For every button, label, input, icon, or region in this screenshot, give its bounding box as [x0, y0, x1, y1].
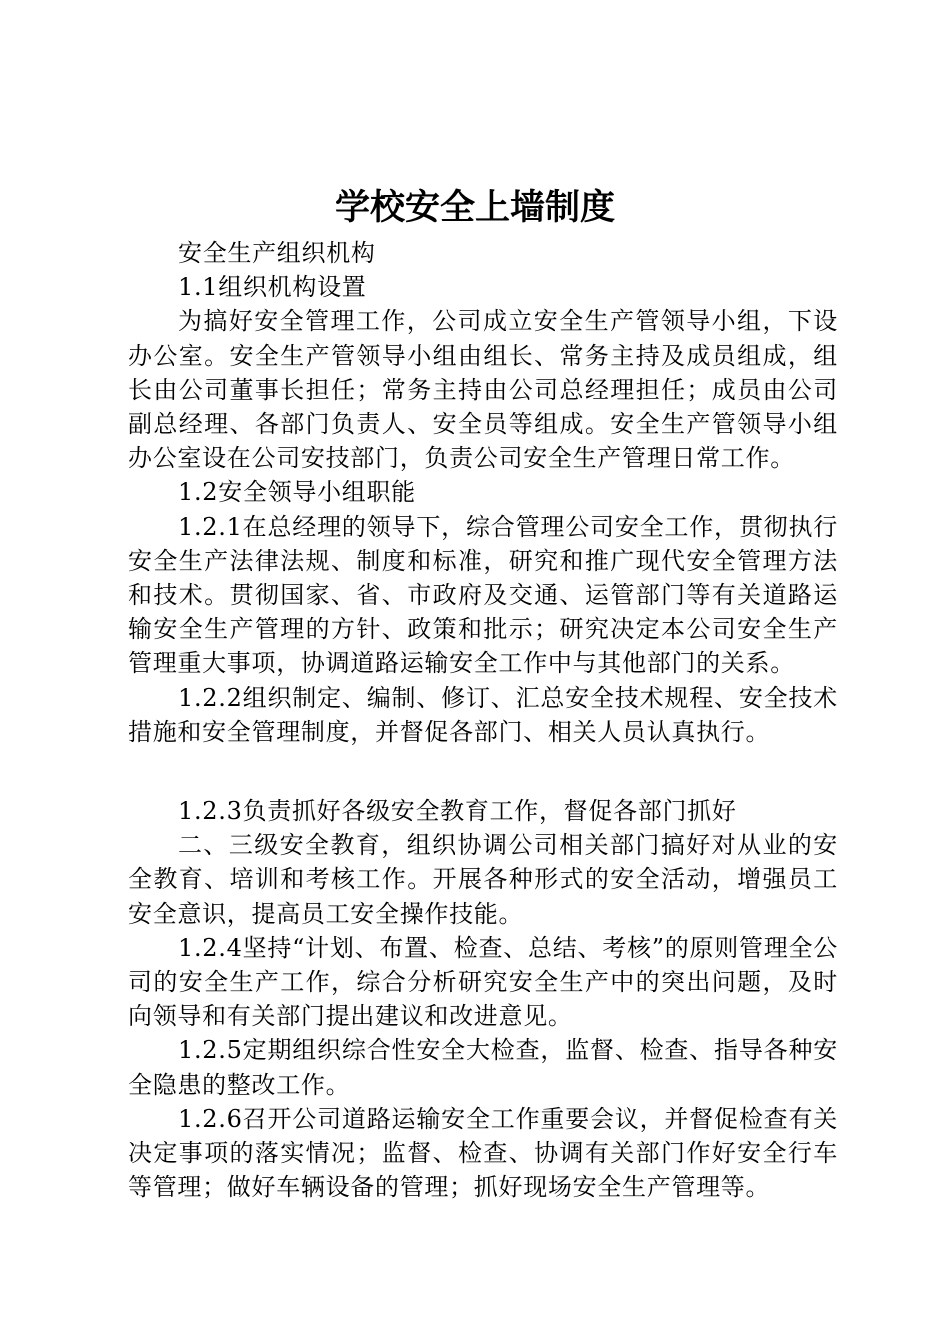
paragraph: 1.2.4坚持“计划、布置、检查、总结、考核”的原则管理全公司的安全生产工作，综合分析研究安全生产中的突出问题，及时向领导和有关部门提出建议和改进意见。 [128, 933, 838, 1031]
paragraph: 为搞好安全管理工作，公司成立安全生产管领导小组，下设办公室。安全生产管领导小组由组长、常务主持及成员组成，组长由公司董事长担任；常务主持由公司总经理担任；成员由公司副总经理、各部门负责人、安全员等组成。安全生产管领导小组办公室设在公司安技部门，负责公司安全生产管理日常工作。 [128, 307, 838, 473]
section-heading: 安全生产组织机构 [178, 239, 376, 267]
document-title: 学校安全上墙制度 [334, 187, 615, 228]
paragraph: 1.2.3负责抓好各级安全教育工作，督促各部门抓好 [178, 797, 737, 826]
document-body [128, 236, 838, 1204]
paragraph: 1.2.6召开公司道路运输安全工作重要会议，并督促检查有关决定事项的落实情况；监督、检查、协调有关部门作好安全行车等管理；做好车辆设备的管理；抓好现场安全生产管理等。 [128, 1104, 838, 1202]
paragraph-gap [128, 749, 838, 794]
paragraph: 二、三级安全教育，组织协调公司相关部门搞好对从业的安全教育、培训和考核工作。开展各种形式的安全活动，增强员工安全意识，提高员工安全操作技能。 [128, 831, 838, 928]
subsection-heading: 1.1组织机构设置 [178, 273, 367, 302]
paragraph: 1.2.1在总经理的领导下，综合管理公司安全工作，贯彻执行安全生产法律法规、制度和标准，研究和推广现代安全管理方法和技术。贯彻国家、省、市政府及交通、运管部门等有关道路运输安全生产管理的方针、政策和批示；研究决定本公司安全生产管理重大事项，协调道路运输安全工作中与其他部门的关系。 [128, 512, 838, 678]
subsection-heading: 1.2安全领导小组职能 [178, 478, 416, 507]
paragraph: 1.2.2组织制定、编制、修订、汇总安全技术规程、安全技术措施和安全管理制度，并督促各部门、相关人员认真执行。 [128, 683, 838, 746]
paragraph: 1.2.5定期组织综合性安全大检查，监督、检查、指导各种安全隐患的整改工作。 [128, 1036, 838, 1099]
